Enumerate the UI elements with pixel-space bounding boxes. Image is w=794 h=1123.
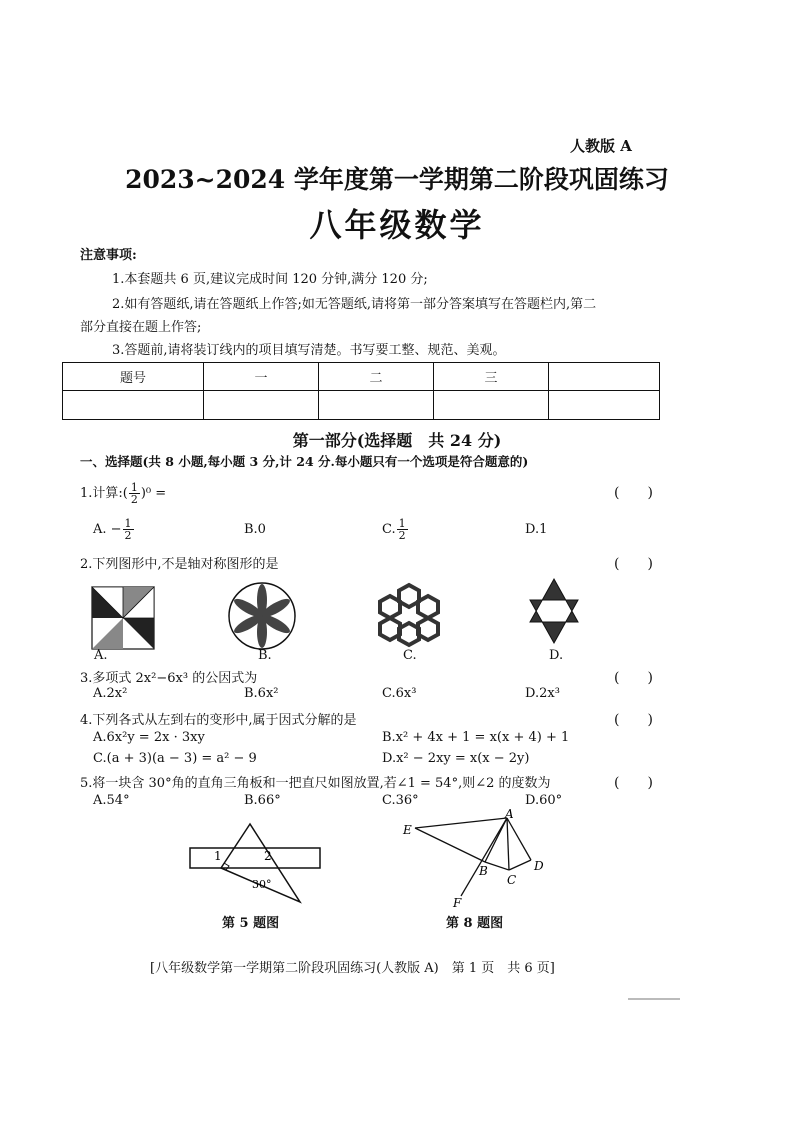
fig5-angle-1: 1 — [214, 849, 222, 863]
notice-item-3: 3.答题前,请将装订线内的项目填写清楚。书写要工整、规范、美观。 — [112, 343, 506, 358]
figure-5-caption: 第 5 题图 — [222, 916, 280, 931]
q1-stem-end: )⁰ = — [140, 486, 167, 501]
hexagon-ring-figure — [370, 582, 448, 648]
edition-label: 人教版 A — [570, 137, 632, 155]
fig8-point-b: B — [479, 864, 488, 878]
score-table-label: 题号 — [63, 363, 204, 391]
figure-5-ruler-triangle — [186, 820, 326, 915]
q1-option-b[interactable]: B.0 — [244, 522, 266, 537]
score-table-col-3: 三 — [434, 363, 549, 391]
q1-option-c[interactable]: C. $\frac{1}{2}$ — [382, 517, 406, 542]
q1-fraction: $\frac{1}{2}$ — [130, 481, 138, 506]
score-cell[interactable] — [63, 391, 204, 420]
fig5-angle-30: 30° — [252, 878, 272, 891]
q2-option-d[interactable]: D. — [549, 648, 564, 663]
q5-option-a[interactable]: A.54° — [93, 793, 130, 808]
score-table-col-empty — [549, 363, 660, 391]
q2-option-c[interactable]: C. — [403, 648, 417, 663]
fig8-point-c: C — [507, 873, 517, 887]
q5-stem: 5.将一块含 30°角的直角三角板和一把直尺如图放置,若∠1 = 54°,则∠2 的度数为 — [80, 776, 551, 791]
fig8-point-d: D — [534, 859, 544, 873]
q1-option-a[interactable]: A. − $\frac{1}{2}$ — [93, 517, 132, 542]
q1-option-d[interactable]: D.1 — [525, 522, 548, 537]
q2-option-a[interactable]: A. — [94, 648, 108, 663]
score-cell[interactable] — [549, 391, 660, 420]
q4-stem: 4.下列各式从左到右的变形中,属于因式分解的是 — [80, 713, 357, 728]
section-heading: 一、选择题(共 8 小题,每小题 3 分,计 24 分.每小题只有一个选项是符合题意的) — [80, 454, 529, 469]
score-cell[interactable] — [434, 391, 549, 420]
fig8-point-a: A — [505, 808, 514, 821]
q3-option-c[interactable]: C.6x³ — [382, 686, 417, 701]
page-footer: [八年级数学第一学期第二阶段巩固练习(人教版 A) 第 1 页 共 6 页] — [150, 961, 555, 976]
score-table-col-2: 二 — [319, 363, 434, 391]
q3-stem: 3.多项式 2x²−6x³ 的公因式为 — [80, 671, 258, 686]
q4-option-d[interactable]: D.x² − 2xy = x(x − 2y) — [382, 751, 530, 766]
q2-option-b[interactable]: B. — [258, 648, 272, 663]
notice-item-1: 1.本套题共 6 页,建议完成时间 120 分钟,满分 120 分; — [112, 272, 428, 287]
figure-8-caption: 第 8 题图 — [446, 916, 504, 931]
q1-stem — [80, 482, 166, 505]
score-table-col-1: 一 — [204, 363, 319, 391]
scan-mark — [628, 998, 680, 1000]
score-table — [62, 362, 660, 420]
subject-title: 八年级数学 — [309, 206, 485, 244]
q4-answer-paren[interactable]: ( ) — [614, 712, 653, 728]
notice-item-2b: 部分直接在题上作答; — [80, 320, 202, 335]
q1-stem-start: 1.计算:( — [80, 486, 128, 501]
q5-answer-paren[interactable]: ( ) — [614, 775, 653, 791]
q4-option-b[interactable]: B.x² + 4x + 1 = x(x + 4) + 1 — [382, 730, 570, 745]
exam-title: 2023~2024 学年度第一学期第二阶段巩固练习 — [125, 165, 669, 194]
fig5-angle-2: 2 — [264, 849, 272, 863]
flower-circle-figure — [226, 580, 298, 652]
q2-answer-paren[interactable]: ( ) — [614, 556, 653, 572]
fig8-point-e: E — [403, 823, 412, 837]
q1-answer-paren[interactable]: ( ) — [614, 485, 653, 501]
q5-option-b[interactable]: B.66° — [244, 793, 281, 808]
q3-option-a[interactable]: A.2x² — [93, 686, 128, 701]
notice-heading: 注意事项: — [80, 248, 137, 263]
q4-option-a[interactable]: A.6x²y = 2x · 3xy — [93, 730, 205, 745]
notice-item-2a: 2.如有答题纸,请在答题纸上作答;如无答题纸,请将第一部分答案填写在答题栏内,第二 — [112, 297, 597, 312]
q3-option-b[interactable]: B.6x² — [244, 686, 279, 701]
score-cell[interactable] — [204, 391, 319, 420]
q2-stem: 2.下列图形中,不是轴对称图形的是 — [80, 557, 279, 572]
part1-title: 第一部分(选择题 共 24 分) — [292, 431, 502, 450]
fig8-point-f: F — [453, 896, 462, 910]
score-cell[interactable] — [319, 391, 434, 420]
figure-8-geometry — [395, 808, 555, 910]
q3-option-d[interactable]: D.2x³ — [525, 686, 560, 701]
q5-option-c[interactable]: C.36° — [382, 793, 419, 808]
q4-option-c[interactable]: C.(a + 3)(a − 3) = a² − 9 — [93, 751, 257, 766]
q5-option-d[interactable]: D.60° — [525, 793, 563, 808]
star-of-david-figure — [516, 574, 592, 650]
pinwheel-figure — [86, 583, 160, 653]
q3-answer-paren[interactable]: ( ) — [614, 670, 653, 686]
